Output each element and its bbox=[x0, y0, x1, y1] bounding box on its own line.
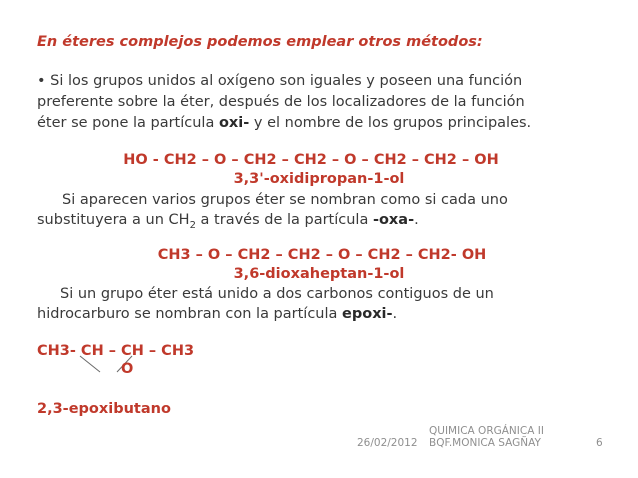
compound-name-1: 3,3'-oxidipropan-1-ol bbox=[233, 171, 405, 187]
compound-name-3: 2,3-epoxibutano bbox=[37, 401, 171, 417]
para3-keyword: epoxi- bbox=[342, 306, 393, 322]
formula-2: CH3 – O – CH2 – CH2 – O – CH2 – CH2- OH bbox=[157, 247, 487, 263]
footer-course: QUIMICA ORGÁNICA II bbox=[429, 425, 544, 437]
slide-heading: En éteres complejos podemos emplear otros métodos: bbox=[37, 34, 483, 50]
para1-keyword: oxi- bbox=[218, 115, 250, 131]
footer-date: 26/02/2012 bbox=[357, 437, 418, 449]
para3-line2-tail: . bbox=[392, 306, 398, 322]
para2-line2-tail: . bbox=[414, 212, 419, 228]
epoxide-oxygen: O bbox=[121, 361, 134, 377]
epoxide-chain: CH3- CH – CH – CH3 bbox=[37, 343, 195, 359]
para1-line1: • Si los grupos unidos al oxígeno son iguales y poseen una función bbox=[37, 73, 523, 89]
para3-line2-text: hidrocarburo se nombran con la partícula bbox=[37, 306, 343, 322]
para2-line2-mid: a través de la partícula bbox=[195, 212, 373, 228]
para2-keyword: -oxa- bbox=[372, 212, 415, 228]
para1-line3-tail: y el nombre de los grupos principales. bbox=[249, 115, 532, 131]
para2-line1: Si aparecen varios grupos éter se nombran como si cada uno bbox=[62, 192, 508, 208]
para1-line2: preferente sobre la éter, después de los localizadores de la función bbox=[37, 94, 525, 110]
footer-author: BQF.MONICA SAGÑAY bbox=[429, 437, 541, 449]
bond-left bbox=[80, 356, 100, 372]
formula-1: HO - CH2 – O – CH2 – CH2 – O – CH2 – CH2 – OH bbox=[123, 152, 499, 168]
para1-line3-text: éter se pone la partícula bbox=[37, 115, 219, 131]
para2-line2-text: substituyera a un CH bbox=[37, 212, 190, 228]
para3-line1: Si un grupo éter está unido a dos carbonos contiguos de un bbox=[60, 286, 494, 302]
page-number: 6 bbox=[596, 437, 603, 449]
subscript-2: 2 bbox=[189, 219, 196, 231]
compound-name-2: 3,6-dioxaheptan-1-ol bbox=[233, 266, 405, 282]
